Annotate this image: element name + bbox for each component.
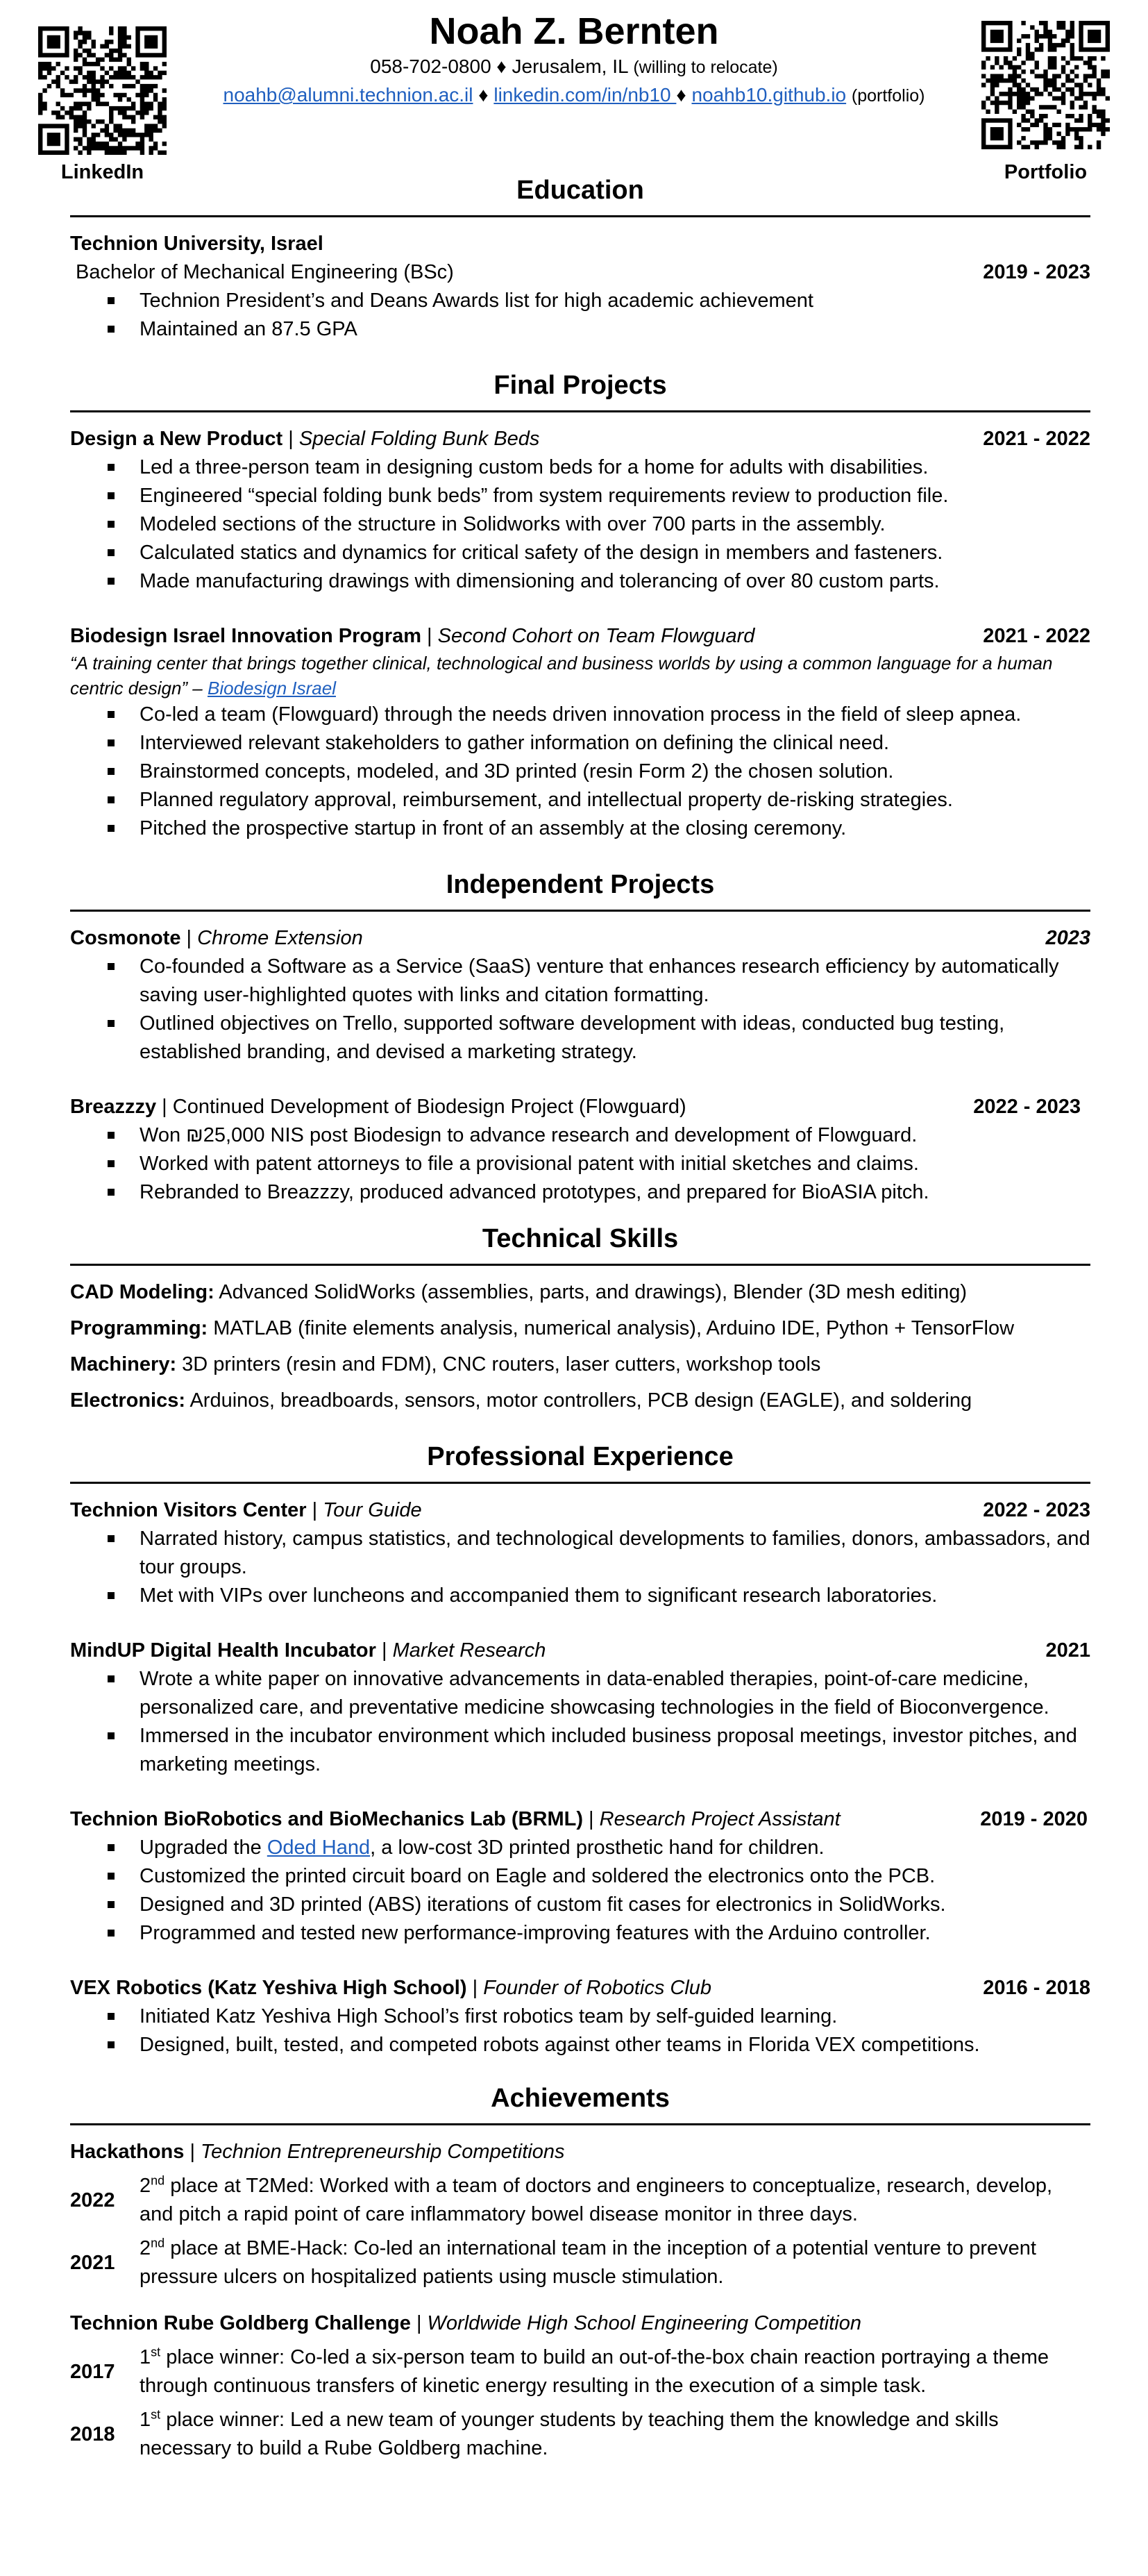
experience-entry xyxy=(70,1974,1090,2059)
list-item: Calculated statics and dynamics for critical safety of the design in members and fasteners. xyxy=(140,539,1090,567)
biodesign-link[interactable]: Biodesign Israel xyxy=(207,678,336,699)
contact-line-2 xyxy=(0,81,1148,110)
title-separator: | xyxy=(582,1808,600,1830)
separator-diamond: ♦ xyxy=(496,56,507,77)
entry-header xyxy=(70,1805,1090,1834)
portfolio-qr-label: Portfolio xyxy=(1004,161,1088,183)
skill-label: Programming: xyxy=(70,1317,208,1339)
bullet-text: , a low-cost 3D printed prosthetic hand for children. xyxy=(370,1837,825,1859)
skill-row xyxy=(70,1278,1090,1307)
phone-number: 058-702-0800 xyxy=(370,56,491,77)
entry-subtitle: Technion Entrepreneurship Competitions xyxy=(201,2141,565,2163)
list-item: Programmed and tested new performance-improving features with the Arduino controller. xyxy=(140,1919,1090,1948)
skills-list xyxy=(70,1278,1090,1415)
bullet-list xyxy=(70,1121,1090,1207)
education-entry xyxy=(70,230,1090,344)
bullet-list xyxy=(70,1834,1090,1948)
resume-header xyxy=(0,10,1148,110)
list-item: Outlined objectives on Trello, supported software development with ideas, conducted bug testing, established branding, and devised a marketing strategy. xyxy=(140,1010,1090,1067)
skill-label: Machinery: xyxy=(70,1353,177,1375)
achievement-description: place winner: Led a new team of younger students by teaching them the knowledge and skills necessary to build a Rube Goldberg machine. xyxy=(140,2409,999,2459)
title-separator: | xyxy=(282,428,299,450)
entry-title: Biodesign Israel Innovation Program xyxy=(70,625,421,647)
title-separator: | xyxy=(466,1977,484,1999)
list-item: Made manufacturing drawings with dimensioning and tolerancing of over 80 custom parts. xyxy=(140,567,1090,596)
date-range: 2021 - 2022 xyxy=(983,625,1090,647)
entry-subtitle: Second Cohort on Team Flowguard xyxy=(437,625,755,647)
technical-skills-heading: Technical Skills xyxy=(482,1224,679,1253)
section-divider xyxy=(70,910,1090,912)
oded-hand-link[interactable]: Oded Hand xyxy=(267,1837,371,1859)
entry-subtitle: Continued Development of Biodesign Project (Flowguard) xyxy=(172,1096,686,1118)
entry-header xyxy=(70,2309,1090,2338)
project-entry xyxy=(70,924,1090,1067)
skill-text: MATLAB (finite elements analysis, numerical analysis), Arduino IDE, Python + TensorFlow xyxy=(208,1317,1015,1339)
achievement-item xyxy=(70,2406,1090,2463)
section-divider xyxy=(70,215,1090,217)
entry-subtitle: Tour Guide xyxy=(323,1499,422,1521)
email-link[interactable]: noahb@alumni.technion.ac.il xyxy=(223,84,473,106)
portfolio-link[interactable]: noahb10.github.io xyxy=(691,84,847,106)
section-divider xyxy=(70,1264,1090,1266)
section-divider xyxy=(70,1482,1090,1484)
date-range: 2021 - 2022 xyxy=(983,428,1090,450)
entry-header xyxy=(70,1974,1090,2002)
entry-header xyxy=(70,1637,1090,1665)
list-item: Immersed in the incubator environment which included business proposal meetings, investor pitches, and marketing meetings. xyxy=(140,1722,1090,1779)
date-range: 2016 - 2018 xyxy=(983,1977,1090,1999)
project-entry xyxy=(70,425,1090,596)
date-range: 2019 - 2023 xyxy=(983,261,1090,283)
achievement-description: place winner: Co-led a six-person team to build an out-of-the-box chain reaction portraying a theme through continuous transfers of kinetic energy resulting in the execution of a simple task. xyxy=(140,2346,1049,2397)
separator-diamond: ♦ xyxy=(676,84,686,106)
list-item: Worked with patent attorneys to file a provisional patent with initial sketches and claims. xyxy=(140,1150,1090,1178)
achievements-heading: Achievements xyxy=(491,2084,670,2113)
entry-title: Cosmonote xyxy=(70,927,181,949)
achievement-item xyxy=(70,2343,1090,2400)
program-quote xyxy=(70,651,1090,701)
rank-suffix: st xyxy=(151,2407,161,2422)
title-separator: | xyxy=(421,625,438,647)
entry-header xyxy=(70,1093,1090,1121)
skill-text: Advanced SolidWorks (assemblies, parts, and drawings), Blender (3D mesh editing) xyxy=(214,1281,968,1303)
achievement-year: 2021 xyxy=(70,2251,115,2274)
entry-header xyxy=(70,1496,1090,1525)
list-item: Co-led a team (Flowguard) through the needs driven innovation process in the field of sleep apnea. xyxy=(140,701,1090,729)
rank-suffix: nd xyxy=(151,2236,165,2250)
quote-text: “A training center that brings together clinical, technological and business worlds by using a common language for a human centric design” – xyxy=(70,653,1053,699)
project-entry xyxy=(70,622,1090,843)
achievement-year: 2017 xyxy=(70,2360,115,2383)
project-entry xyxy=(70,1093,1090,1207)
achievement-item xyxy=(70,2234,1090,2291)
entry-title: Technion Rube Goldberg Challenge xyxy=(70,2312,411,2334)
entry-header xyxy=(70,2138,1090,2166)
achievement-text xyxy=(140,2234,1090,2291)
independent-projects-heading: Independent Projects xyxy=(446,870,715,899)
entry-subtitle: Founder of Robotics Club xyxy=(483,1977,712,1999)
date-range: 2022 - 2023 xyxy=(973,1096,1081,1118)
list-item: Interviewed relevant stakeholders to gather information on defining the clinical need. xyxy=(140,729,1090,758)
list-item: Led a three-person team in designing custom beds for a home for adults with disabilities. xyxy=(140,453,1090,482)
skill-text: 3D printers (resin and FDM), CNC routers, laser cutters, workshop tools xyxy=(176,1353,821,1375)
list-item: Designed and 3D printed (ABS) iterations of custom fit cases for electronics in SolidWorks. xyxy=(140,1891,1090,1919)
date-range: 2022 - 2023 xyxy=(983,1499,1090,1521)
list-item xyxy=(140,1834,1090,1862)
title-separator: | xyxy=(410,2312,428,2334)
school-name: Technion University, Israel xyxy=(70,233,323,255)
list-item: Engineered “special folding bunk beds” from system requirements review to production file. xyxy=(140,482,1090,510)
achievement-year: 2022 xyxy=(70,2189,115,2211)
education-heading: Education xyxy=(516,176,644,205)
list-item: Brainstormed concepts, modeled, and 3D printed (resin Form 2) the chosen solution. xyxy=(140,758,1090,786)
entry-title: Technion BioRobotics and BioMechanics Lab (BRML) xyxy=(70,1808,583,1830)
degree-row xyxy=(70,258,1090,287)
contact-line-1 xyxy=(0,53,1148,81)
list-item: Maintained an 87.5 GPA xyxy=(140,315,1090,344)
entry-subtitle: Market Research xyxy=(392,1639,546,1662)
title-separator: | xyxy=(184,2141,201,2163)
list-item: Won ₪25,000 NIS post Biodesign to advance research and development of Flowguard. xyxy=(140,1121,1090,1150)
qr-finder-center xyxy=(990,127,1004,140)
linkedin-qr-label: LinkedIn xyxy=(60,161,144,183)
entry-subtitle: Worldwide High School Engineering Competition xyxy=(427,2312,861,2334)
entry-title: Breazzzy xyxy=(70,1096,157,1118)
rank: 2 xyxy=(140,2175,151,2197)
portfolio-note: (portfolio) xyxy=(851,86,925,106)
list-item: Planned regulatory approval, reimbursement, and intellectual property de-risking strategies. xyxy=(140,786,1090,814)
bullet-list xyxy=(70,1525,1090,1610)
experience-entry xyxy=(70,1496,1090,1610)
achievement-year: 2018 xyxy=(70,2423,115,2445)
list-item: Designed, built, tested, and competed robots against other teams in Florida VEX competitions. xyxy=(140,2031,1090,2059)
final-projects-heading: Final Projects xyxy=(493,371,667,400)
qr-finder-center xyxy=(47,133,60,146)
rank: 1 xyxy=(140,2346,151,2368)
achievement-text xyxy=(140,2343,1090,2400)
linkedin-link[interactable]: linkedin.com/in/nb10 xyxy=(493,84,677,106)
list-item: Co-founded a Software as a Service (SaaS) venture that enhances research efficiency by automatically saving user-highlighted quotes with links and citation formatting. xyxy=(140,953,1090,1010)
list-item: Customized the printed circuit board on Eagle and soldered the electronics onto the PCB. xyxy=(140,1862,1090,1891)
skill-row xyxy=(70,1387,1090,1415)
entry-title: MindUP Digital Health Incubator xyxy=(70,1639,376,1662)
skill-label: CAD Modeling: xyxy=(70,1281,214,1303)
entry-title: Hackathons xyxy=(70,2141,185,2163)
rank: 1 xyxy=(140,2409,151,2431)
list-item: Pitched the prospective startup in front of an assembly at the closing ceremony. xyxy=(140,814,1090,843)
bullet-text: Upgraded the xyxy=(140,1837,267,1859)
achievement-text xyxy=(140,2172,1090,2229)
bullet-list xyxy=(70,453,1090,596)
bullet-list xyxy=(70,953,1090,1067)
bullet-list xyxy=(70,2002,1090,2059)
entry-title: VEX Robotics (Katz Yeshiva High School) xyxy=(70,1977,467,1999)
experience-entry xyxy=(70,1805,1090,1948)
list-item: Modeled sections of the structure in Solidworks with over 700 parts in the assembly. xyxy=(140,510,1090,539)
achievement-description: place at BME-Hack: Co-led an international team in the inception of a potential venture to prevent pressure ulcers on hospitalized patients using muscle stimulation. xyxy=(140,2237,1036,2288)
title-separator: | xyxy=(306,1499,323,1521)
achievement-group xyxy=(70,2309,1090,2463)
candidate-name: Noah Z. Bernten xyxy=(429,10,719,52)
rank-suffix: st xyxy=(151,2345,161,2359)
section-divider xyxy=(70,410,1090,412)
skill-row xyxy=(70,1314,1090,1343)
bullet-list xyxy=(70,1665,1090,1779)
achievement-item xyxy=(70,2172,1090,2229)
bullet-list xyxy=(70,701,1090,843)
skill-label: Electronics: xyxy=(70,1389,185,1412)
achievement-text xyxy=(140,2406,1090,2463)
entry-header xyxy=(70,924,1090,953)
location: Jerusalem, IL xyxy=(512,56,628,77)
experience-entry xyxy=(70,1637,1090,1779)
entry-header xyxy=(70,425,1090,453)
date-range: 2019 - 2020 xyxy=(980,1808,1088,1830)
title-separator: | xyxy=(180,927,198,949)
list-item: Narrated history, campus statistics, and technological developments to families, donors, ambassadors, and tour groups. xyxy=(140,1525,1090,1582)
degree: Bachelor of Mechanical Engineering (BSc) xyxy=(76,261,454,283)
entry-subtitle: Chrome Extension xyxy=(197,927,363,949)
entry-subtitle: Research Project Assistant xyxy=(599,1808,841,1830)
experience-heading: Professional Experience xyxy=(427,1442,734,1471)
rank: 2 xyxy=(140,2237,151,2259)
skill-text: Arduinos, breadboards, sensors, motor controllers, PCB design (EAGLE), and soldering xyxy=(185,1389,972,1412)
entry-title: Technion Visitors Center xyxy=(70,1499,307,1521)
list-item: Technion President’s and Deans Awards list for high academic achievement xyxy=(140,287,1090,315)
achievement-group xyxy=(70,2138,1090,2291)
list-item: Rebranded to Breazzzy, produced advanced prototypes, and prepared for BioASIA pitch. xyxy=(140,1178,1090,1207)
achievement-description: place at T2Med: Worked with a team of doctors and engineers to conceptualize, research, develop, and pitch a rapid point of care inflammatory bowel disease monitor in three days. xyxy=(140,2175,1053,2225)
list-item: Initiated Katz Yeshiva High School’s first robotics team by self-guided learning. xyxy=(140,2002,1090,2031)
separator-diamond: ♦ xyxy=(478,84,489,106)
title-separator: | xyxy=(375,1639,393,1662)
date-range: 2021 xyxy=(1045,1639,1090,1662)
rank-suffix: nd xyxy=(151,2173,165,2188)
title-separator: | xyxy=(156,1096,173,1118)
entry-title: Design a New Product xyxy=(70,428,283,450)
list-item: Met with VIPs over luncheons and accompanied them to significant research laboratories. xyxy=(140,1582,1090,1610)
relocate-note: (willing to relocate) xyxy=(633,58,778,77)
entry-header xyxy=(70,622,1090,651)
section-divider xyxy=(70,2123,1090,2125)
skill-row xyxy=(70,1350,1090,1379)
entry-subtitle: Special Folding Bunk Beds xyxy=(298,428,540,450)
list-item: Wrote a white paper on innovative advancements in data-enabled therapies, point-of-care medicine, personalized care, and preventative medicine showcasing technologies in the field of Bioconvergence. xyxy=(140,1665,1090,1722)
date-range: 2023 xyxy=(1045,927,1090,949)
bullet-list xyxy=(70,287,1090,344)
